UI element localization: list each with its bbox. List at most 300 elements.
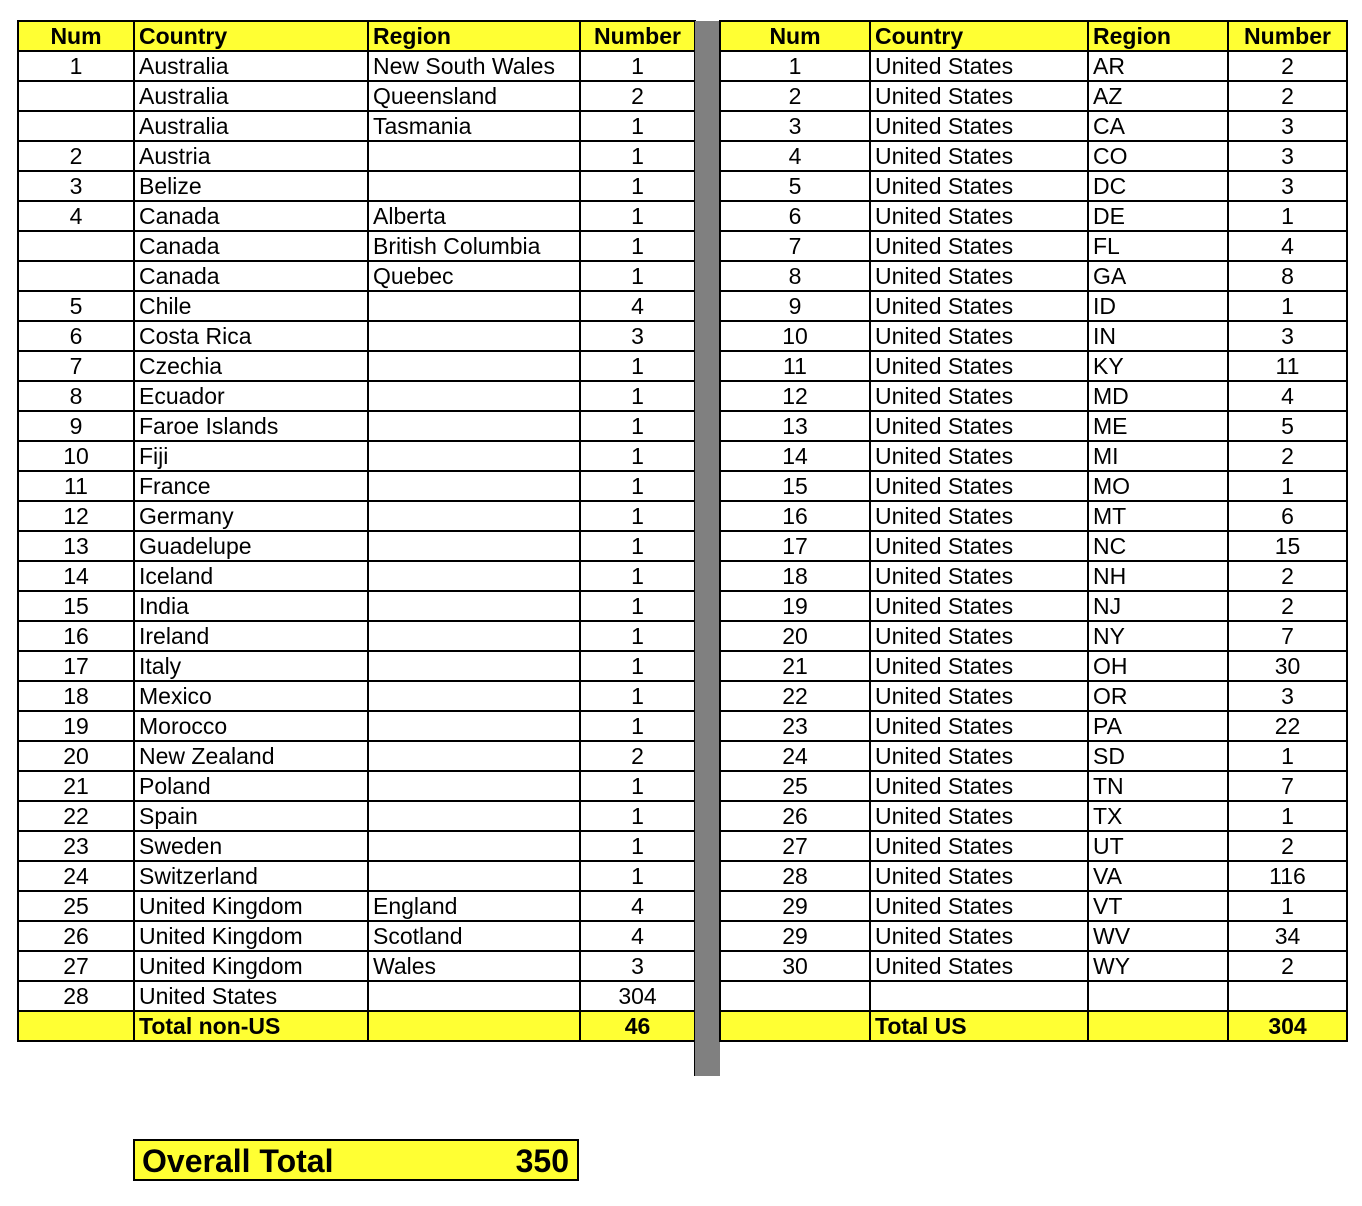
cell-country: United States bbox=[870, 951, 1088, 981]
cell-number: 1 bbox=[580, 561, 695, 591]
cell-number: 1 bbox=[580, 411, 695, 441]
cell-region bbox=[1088, 981, 1228, 1011]
cell-country: Canada bbox=[134, 231, 368, 261]
cell-num: 16 bbox=[18, 621, 134, 651]
cell-number: 1 bbox=[580, 861, 695, 891]
cell-num: 17 bbox=[18, 651, 134, 681]
table-row bbox=[18, 141, 695, 171]
cell-number: 2 bbox=[1228, 81, 1347, 111]
cell-region: CO bbox=[1088, 141, 1228, 171]
cell-country: United States bbox=[870, 801, 1088, 831]
cell-region: British Columbia bbox=[368, 231, 580, 261]
cell-region bbox=[368, 561, 580, 591]
cell-country: Ireland bbox=[134, 621, 368, 651]
cell-num: 12 bbox=[18, 501, 134, 531]
cell-region: SD bbox=[1088, 741, 1228, 771]
cell-num: 7 bbox=[720, 231, 870, 261]
cell-region bbox=[368, 621, 580, 651]
cell-num: 24 bbox=[720, 741, 870, 771]
cell-region bbox=[368, 351, 580, 381]
table-row bbox=[720, 171, 1347, 201]
table-row bbox=[18, 711, 695, 741]
cell-number: 1 bbox=[580, 111, 695, 141]
cell-region: GA bbox=[1088, 261, 1228, 291]
cell-region bbox=[1088, 1011, 1228, 1041]
cell-country: Faroe Islands bbox=[134, 411, 368, 441]
cell-num bbox=[18, 1011, 134, 1041]
cell-number: 1 bbox=[580, 621, 695, 651]
header-row bbox=[18, 21, 695, 51]
cell-number: 1 bbox=[580, 831, 695, 861]
cell-number: 4 bbox=[1228, 381, 1347, 411]
cell-region: WY bbox=[1088, 951, 1228, 981]
cell-num bbox=[720, 1011, 870, 1041]
cell-num: 6 bbox=[18, 321, 134, 351]
cell-num: 15 bbox=[720, 471, 870, 501]
cell-country: United States bbox=[870, 831, 1088, 861]
cell-country: United States bbox=[870, 111, 1088, 141]
cell-country: United States bbox=[870, 291, 1088, 321]
cell-number: 2 bbox=[1228, 951, 1347, 981]
cell-country bbox=[870, 981, 1088, 1011]
table-row bbox=[720, 681, 1347, 711]
cell-region: VA bbox=[1088, 861, 1228, 891]
cell-region: ID bbox=[1088, 291, 1228, 321]
table-row bbox=[720, 561, 1347, 591]
cell-country: United States bbox=[870, 621, 1088, 651]
cell-num: 18 bbox=[18, 681, 134, 711]
table-row bbox=[18, 291, 695, 321]
header-number: Number bbox=[1228, 21, 1347, 51]
cell-region: IN bbox=[1088, 321, 1228, 351]
table-row bbox=[720, 201, 1347, 231]
table-row bbox=[720, 81, 1347, 111]
cell-region bbox=[368, 471, 580, 501]
cell-country: United States bbox=[870, 591, 1088, 621]
cell-num: 23 bbox=[18, 831, 134, 861]
table-row bbox=[720, 651, 1347, 681]
table-row bbox=[720, 891, 1347, 921]
cell-country: United States bbox=[870, 141, 1088, 171]
cell-num: 14 bbox=[18, 561, 134, 591]
cell-number: 1 bbox=[1228, 201, 1347, 231]
cell-region: England bbox=[368, 891, 580, 921]
cell-number: 11 bbox=[1228, 351, 1347, 381]
cell-number: 3 bbox=[1228, 321, 1347, 351]
cell-country: United States bbox=[870, 381, 1088, 411]
table-row bbox=[720, 261, 1347, 291]
cell-country: United States bbox=[870, 531, 1088, 561]
table-row bbox=[18, 801, 695, 831]
cell-region: VT bbox=[1088, 891, 1228, 921]
cell-number: 15 bbox=[1228, 531, 1347, 561]
cell-country: United States bbox=[870, 501, 1088, 531]
header-num: Num bbox=[720, 21, 870, 51]
cell-number: 6 bbox=[1228, 501, 1347, 531]
cell-country: Germany bbox=[134, 501, 368, 531]
cell-country: United States bbox=[870, 171, 1088, 201]
cell-num: 16 bbox=[720, 501, 870, 531]
table-row bbox=[720, 231, 1347, 261]
cell-num: 8 bbox=[720, 261, 870, 291]
cell-number: 3 bbox=[1228, 681, 1347, 711]
cell-num: 27 bbox=[720, 831, 870, 861]
cell-country: United States bbox=[870, 471, 1088, 501]
cell-region: OH bbox=[1088, 651, 1228, 681]
table-row bbox=[720, 711, 1347, 741]
cell-region bbox=[368, 591, 580, 621]
cell-region: MT bbox=[1088, 501, 1228, 531]
cell-region: CA bbox=[1088, 111, 1228, 141]
cell-number: 3 bbox=[580, 321, 695, 351]
cell-country: United States bbox=[870, 561, 1088, 591]
cell-num: 21 bbox=[720, 651, 870, 681]
cell-number: 1 bbox=[580, 141, 695, 171]
cell-country: United States bbox=[870, 651, 1088, 681]
cell-region bbox=[368, 681, 580, 711]
header-region: Region bbox=[1088, 21, 1228, 51]
table-row bbox=[18, 831, 695, 861]
cell-number: 1 bbox=[580, 51, 695, 81]
cell-num: 26 bbox=[18, 921, 134, 951]
cell-country: Czechia bbox=[134, 351, 368, 381]
cell-number: 1 bbox=[580, 681, 695, 711]
table-row bbox=[18, 561, 695, 591]
cell-number: 1 bbox=[580, 381, 695, 411]
cell-number: 34 bbox=[1228, 921, 1347, 951]
table-row bbox=[18, 891, 695, 921]
cell-country: United States bbox=[870, 411, 1088, 441]
cell-number: 1 bbox=[580, 501, 695, 531]
cell-region: TX bbox=[1088, 801, 1228, 831]
cell-number: 304 bbox=[580, 981, 695, 1011]
table-row bbox=[720, 801, 1347, 831]
cell-region: DE bbox=[1088, 201, 1228, 231]
cell-num: 1 bbox=[720, 51, 870, 81]
cell-num: 7 bbox=[18, 351, 134, 381]
cell-country: Guadelupe bbox=[134, 531, 368, 561]
cell-region: TN bbox=[1088, 771, 1228, 801]
cell-number: 2 bbox=[580, 81, 695, 111]
cell-number: 1 bbox=[580, 651, 695, 681]
table-row bbox=[18, 51, 695, 81]
cell-num: 19 bbox=[720, 591, 870, 621]
cell-num: 25 bbox=[720, 771, 870, 801]
cell-number: 7 bbox=[1228, 621, 1347, 651]
cell-region bbox=[368, 501, 580, 531]
table-row bbox=[720, 441, 1347, 471]
table-row bbox=[18, 531, 695, 561]
cell-number: 1 bbox=[580, 171, 695, 201]
column-separator bbox=[694, 21, 720, 1076]
cell-country: Total non-US bbox=[134, 1011, 368, 1041]
cell-number: 1 bbox=[580, 441, 695, 471]
table-row bbox=[18, 171, 695, 201]
cell-country: Morocco bbox=[134, 711, 368, 741]
cell-country: Spain bbox=[134, 801, 368, 831]
cell-region bbox=[368, 291, 580, 321]
cell-region bbox=[368, 771, 580, 801]
cell-country: Canada bbox=[134, 201, 368, 231]
table-row bbox=[720, 411, 1347, 441]
cell-country: Total US bbox=[870, 1011, 1088, 1041]
cell-number: 4 bbox=[580, 891, 695, 921]
cell-region: WV bbox=[1088, 921, 1228, 951]
table-row bbox=[720, 741, 1347, 771]
cell-number: 3 bbox=[1228, 111, 1347, 141]
cell-number: 1 bbox=[580, 351, 695, 381]
cell-country: United States bbox=[870, 231, 1088, 261]
cell-region: Scotland bbox=[368, 921, 580, 951]
table-row bbox=[18, 471, 695, 501]
cell-region: UT bbox=[1088, 831, 1228, 861]
overall-total-value: 350 bbox=[515, 1143, 569, 1179]
cell-number: 2 bbox=[1228, 831, 1347, 861]
table-row bbox=[18, 651, 695, 681]
cell-number: 4 bbox=[1228, 231, 1347, 261]
table-row bbox=[720, 471, 1347, 501]
cell-num: 15 bbox=[18, 591, 134, 621]
table-row bbox=[18, 951, 695, 981]
cell-number: 46 bbox=[580, 1011, 695, 1041]
table-row bbox=[18, 411, 695, 441]
cell-country: United States bbox=[870, 51, 1088, 81]
cell-region: AR bbox=[1088, 51, 1228, 81]
table-row bbox=[720, 771, 1347, 801]
cell-num: 10 bbox=[720, 321, 870, 351]
table-row bbox=[18, 681, 695, 711]
total-row bbox=[18, 1011, 695, 1041]
table-row bbox=[720, 831, 1347, 861]
table-row bbox=[18, 501, 695, 531]
cell-num: 20 bbox=[18, 741, 134, 771]
cell-country: Costa Rica bbox=[134, 321, 368, 351]
overall-total-box bbox=[133, 1139, 579, 1181]
header-country: Country bbox=[134, 21, 368, 51]
cell-country: United States bbox=[870, 321, 1088, 351]
cell-region: ME bbox=[1088, 411, 1228, 441]
cell-region: MD bbox=[1088, 381, 1228, 411]
cell-number: 7 bbox=[1228, 771, 1347, 801]
cell-region: Queensland bbox=[368, 81, 580, 111]
table-row bbox=[18, 81, 695, 111]
cell-number: 1 bbox=[580, 591, 695, 621]
cell-number: 1 bbox=[580, 771, 695, 801]
table-row bbox=[18, 921, 695, 951]
cell-country: United States bbox=[870, 711, 1088, 741]
cell-num: 29 bbox=[720, 891, 870, 921]
cell-country: Austria bbox=[134, 141, 368, 171]
cell-country: Poland bbox=[134, 771, 368, 801]
cell-country: United States bbox=[870, 861, 1088, 891]
cell-region bbox=[368, 1011, 580, 1041]
cell-country: Australia bbox=[134, 51, 368, 81]
cell-num: 28 bbox=[720, 861, 870, 891]
cell-number: 1 bbox=[1228, 741, 1347, 771]
cell-region: DC bbox=[1088, 171, 1228, 201]
cell-number: 1 bbox=[580, 231, 695, 261]
cell-num bbox=[18, 261, 134, 291]
cell-number: 1 bbox=[580, 261, 695, 291]
cell-number: 1 bbox=[1228, 801, 1347, 831]
cell-num: 2 bbox=[18, 141, 134, 171]
header-number: Number bbox=[580, 21, 695, 51]
cell-num bbox=[18, 111, 134, 141]
header-region: Region bbox=[368, 21, 580, 51]
cell-country: Fiji bbox=[134, 441, 368, 471]
cell-num: 21 bbox=[18, 771, 134, 801]
table-row bbox=[720, 141, 1347, 171]
cell-num bbox=[18, 231, 134, 261]
cell-country: Ecuador bbox=[134, 381, 368, 411]
cell-region: MO bbox=[1088, 471, 1228, 501]
header-num: Num bbox=[18, 21, 134, 51]
cell-country: Chile bbox=[134, 291, 368, 321]
table-row bbox=[18, 201, 695, 231]
cell-region bbox=[368, 651, 580, 681]
cell-number: 5 bbox=[1228, 411, 1347, 441]
cell-num: 22 bbox=[18, 801, 134, 831]
cell-region: NC bbox=[1088, 531, 1228, 561]
cell-num bbox=[18, 81, 134, 111]
cell-num: 3 bbox=[720, 111, 870, 141]
header-country: Country bbox=[870, 21, 1088, 51]
cell-number: 3 bbox=[1228, 171, 1347, 201]
cell-num: 12 bbox=[720, 381, 870, 411]
cell-number: 22 bbox=[1228, 711, 1347, 741]
table-row bbox=[720, 501, 1347, 531]
table-row bbox=[720, 381, 1347, 411]
cell-region bbox=[368, 981, 580, 1011]
cell-num: 25 bbox=[18, 891, 134, 921]
table-row bbox=[720, 861, 1347, 891]
cell-region bbox=[368, 831, 580, 861]
cell-number: 2 bbox=[1228, 561, 1347, 591]
cell-number: 1 bbox=[580, 201, 695, 231]
header-row bbox=[720, 21, 1347, 51]
table-row bbox=[18, 771, 695, 801]
cell-country: United States bbox=[870, 81, 1088, 111]
cell-num: 4 bbox=[720, 141, 870, 171]
cell-region: NY bbox=[1088, 621, 1228, 651]
cell-num: 13 bbox=[720, 411, 870, 441]
cell-num: 23 bbox=[720, 711, 870, 741]
cell-country: United Kingdom bbox=[134, 921, 368, 951]
cell-number: 4 bbox=[580, 921, 695, 951]
cell-num: 11 bbox=[18, 471, 134, 501]
cell-num: 18 bbox=[720, 561, 870, 591]
cell-num: 19 bbox=[18, 711, 134, 741]
cell-country: United States bbox=[870, 921, 1088, 951]
cell-region bbox=[368, 531, 580, 561]
cell-country: Belize bbox=[134, 171, 368, 201]
cell-num: 14 bbox=[720, 441, 870, 471]
cell-country: United States bbox=[870, 681, 1088, 711]
cell-region: NH bbox=[1088, 561, 1228, 591]
table-row bbox=[18, 351, 695, 381]
table-row bbox=[720, 321, 1347, 351]
table-row bbox=[720, 531, 1347, 561]
table-row bbox=[720, 351, 1347, 381]
cell-number: 1 bbox=[1228, 891, 1347, 921]
cell-number: 1 bbox=[1228, 291, 1347, 321]
cell-num: 20 bbox=[720, 621, 870, 651]
table-row bbox=[720, 951, 1347, 981]
cell-country: Sweden bbox=[134, 831, 368, 861]
cell-number: 2 bbox=[1228, 441, 1347, 471]
table-row bbox=[720, 921, 1347, 951]
cell-region: KY bbox=[1088, 351, 1228, 381]
cell-country: United Kingdom bbox=[134, 951, 368, 981]
table-row bbox=[18, 321, 695, 351]
cell-country: Australia bbox=[134, 81, 368, 111]
cell-num: 5 bbox=[18, 291, 134, 321]
cell-num: 28 bbox=[18, 981, 134, 1011]
cell-num: 24 bbox=[18, 861, 134, 891]
table-row bbox=[18, 741, 695, 771]
cell-region: Alberta bbox=[368, 201, 580, 231]
table-row bbox=[720, 591, 1347, 621]
cell-number: 3 bbox=[1228, 141, 1347, 171]
cell-number: 3 bbox=[580, 951, 695, 981]
us-table bbox=[719, 20, 1348, 1042]
table-row bbox=[720, 621, 1347, 651]
cell-region: Wales bbox=[368, 951, 580, 981]
cell-country: New Zealand bbox=[134, 741, 368, 771]
cell-country: United States bbox=[134, 981, 368, 1011]
cell-country: France bbox=[134, 471, 368, 501]
cell-number: 1 bbox=[580, 711, 695, 741]
cell-num: 10 bbox=[18, 441, 134, 471]
cell-number: 1 bbox=[580, 531, 695, 561]
total-row bbox=[720, 1011, 1347, 1041]
cell-num: 3 bbox=[18, 171, 134, 201]
cell-num: 6 bbox=[720, 201, 870, 231]
table-row bbox=[18, 381, 695, 411]
cell-country: Canada bbox=[134, 261, 368, 291]
cell-country: Switzerland bbox=[134, 861, 368, 891]
cell-number: 1 bbox=[580, 801, 695, 831]
cell-region bbox=[368, 741, 580, 771]
cell-number: 116 bbox=[1228, 861, 1347, 891]
cell-country: Iceland bbox=[134, 561, 368, 591]
table-row bbox=[18, 441, 695, 471]
cell-number bbox=[1228, 981, 1347, 1011]
cell-region bbox=[368, 861, 580, 891]
cell-number: 2 bbox=[580, 741, 695, 771]
table-row bbox=[18, 261, 695, 291]
cell-num: 27 bbox=[18, 951, 134, 981]
cell-region: MI bbox=[1088, 441, 1228, 471]
cell-region bbox=[368, 711, 580, 741]
cell-region: New South Wales bbox=[368, 51, 580, 81]
cell-country: United Kingdom bbox=[134, 891, 368, 921]
cell-country: India bbox=[134, 591, 368, 621]
cell-region: NJ bbox=[1088, 591, 1228, 621]
cell-region: AZ bbox=[1088, 81, 1228, 111]
cell-region: PA bbox=[1088, 711, 1228, 741]
cell-number: 304 bbox=[1228, 1011, 1347, 1041]
cell-region: FL bbox=[1088, 231, 1228, 261]
cell-number: 2 bbox=[1228, 51, 1347, 81]
cell-num: 4 bbox=[18, 201, 134, 231]
cell-country: United States bbox=[870, 891, 1088, 921]
non-us-table bbox=[17, 20, 696, 1042]
cell-num: 9 bbox=[18, 411, 134, 441]
cell-num: 8 bbox=[18, 381, 134, 411]
cell-country: Italy bbox=[134, 651, 368, 681]
cell-num: 22 bbox=[720, 681, 870, 711]
